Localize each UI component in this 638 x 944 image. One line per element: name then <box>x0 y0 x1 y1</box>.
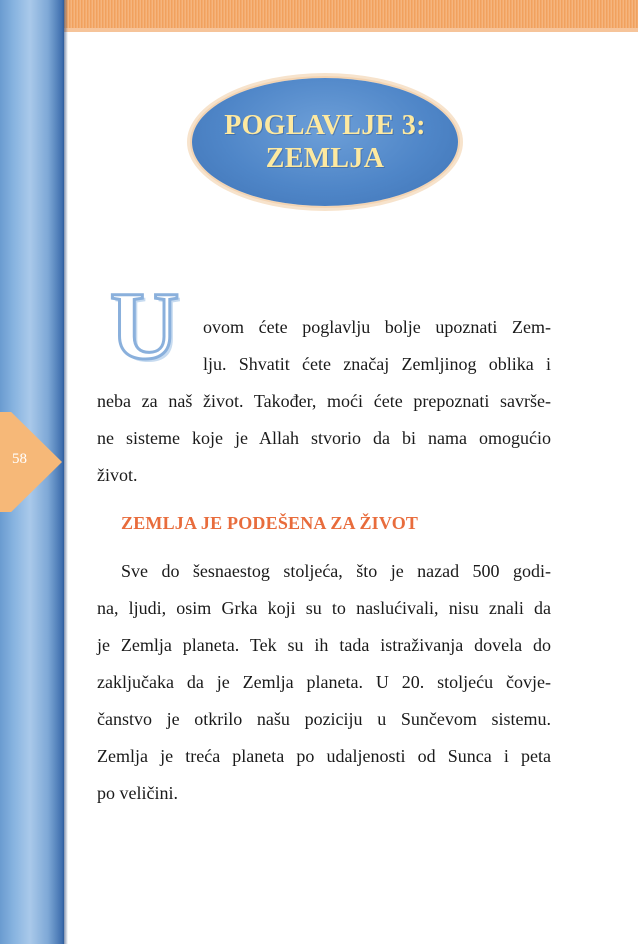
top-decorative-band <box>0 0 638 30</box>
section-line: Sve do šesnaestog stoljeća, što je nazad 500 godi- <box>121 561 551 581</box>
side-strip-shadow <box>64 0 68 944</box>
intro-paragraph-continuation <box>97 383 551 494</box>
page-number: 58 <box>12 451 27 467</box>
section-paragraph <box>97 553 551 812</box>
section-line: po veličini. <box>97 783 178 803</box>
intro-line: lju. Shvatit ćete značaj Zemljinog oblika i <box>203 354 551 374</box>
intro-paragraph-start <box>203 309 551 383</box>
intro-line: ne sisteme koje je Allah stvorio da bi nama omogućio <box>97 428 551 448</box>
chapter-title-line-1: POGLAVLJE 3: <box>224 110 426 141</box>
chapter-title-line-2: ZEMLJA <box>265 143 385 174</box>
section-line: čanstvo je otkrilo našu poziciju u Sunčevom sistemu. <box>97 709 551 729</box>
section-heading: ZEMLJA JE PODEŠENA ZA ŽIVOT <box>121 513 419 533</box>
section-line: na, ljudi, osim Grka koji su to naslućivali, nisu znali da <box>97 598 551 618</box>
drop-cap-letter: U <box>110 272 180 379</box>
section-line: je Zemlja planeta. Tek su ih tada istraživanja dovela do <box>97 635 551 655</box>
intro-line: život. <box>97 465 138 485</box>
section-line: zaključaka da je Zemlja planeta. U 20. stoljeću čovje- <box>97 672 551 692</box>
chapter-title-badge <box>192 78 458 206</box>
section-line: Zemlja je treća planeta po udaljenosti od Sunca i peta <box>97 746 551 766</box>
intro-line: ovom ćete poglavlju bolje upoznati Zem- <box>203 317 551 337</box>
intro-line: neba za naš život. Također, moći ćete prepoznati savrše- <box>97 391 551 411</box>
